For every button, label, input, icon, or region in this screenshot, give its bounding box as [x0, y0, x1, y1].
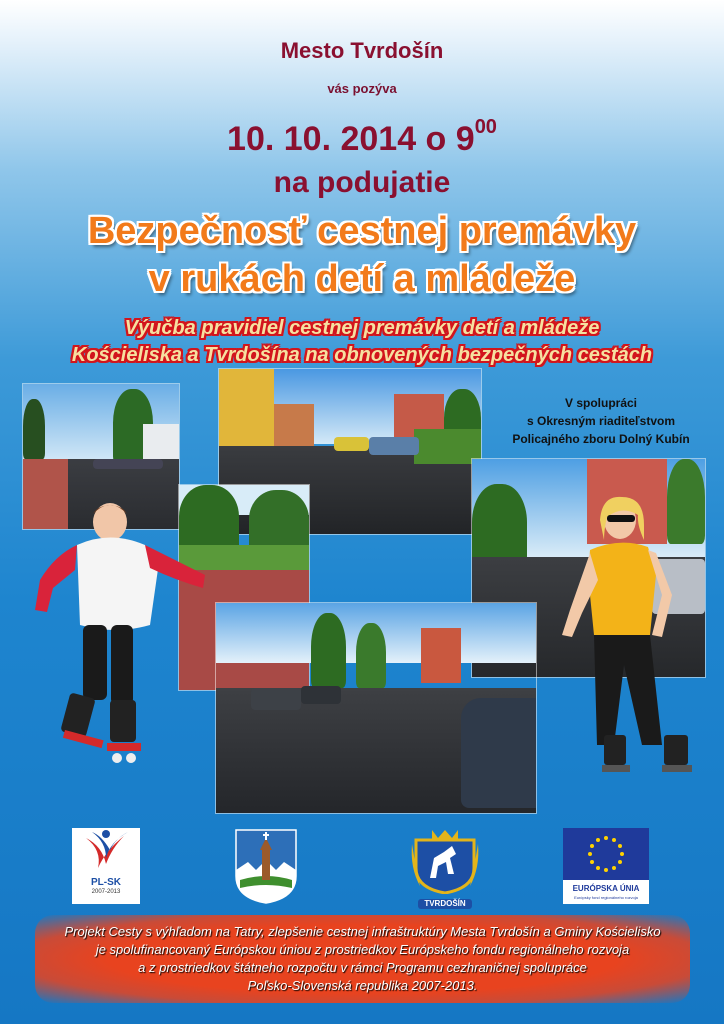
event-date-text: 10. 10. 2014 o 9	[227, 120, 475, 158]
footer-line1: Projekt Cesty s výhľadom na Tatry, zlepšenie cestnej infraštruktúry Mesta Tvrdošín a Gminy Kościelisko	[64, 924, 661, 939]
plsk-emblem-icon	[72, 828, 140, 872]
city-heading: Mesto Tvrdošín	[280, 38, 444, 63]
tvrdosin-shield-icon	[410, 828, 480, 894]
event-date	[0, 116, 724, 159]
event-time-minutes: 00	[474, 116, 497, 138]
eu-flag-icon	[563, 828, 649, 880]
subtitle-line1: Výučba pravidiel cestnej premávky detí a mládeže	[124, 317, 600, 339]
plsk-logo	[72, 828, 140, 904]
eu-logo	[563, 828, 649, 904]
koscielisko-coat-of-arms	[234, 828, 298, 904]
event-title-line1: Bezpečnosť cestnej premávky	[87, 210, 637, 252]
project-footer	[35, 915, 690, 1003]
footer-line2: je spolufinancovaný Európskou úniou z prostriedkov Európskeho fondu regionálneho rozvoja	[95, 942, 630, 957]
girl-skater-left	[25, 500, 235, 765]
woman-skater-right	[552, 495, 707, 790]
plsk-label: PL-SK	[91, 877, 121, 888]
eu-label: EURÓPSKA ÚNIA	[572, 884, 640, 893]
footer-line3: a z prostriedkov štátneho rozpočtu v rámci Programu cezhraničnej spolupráce	[138, 960, 587, 975]
cooperation-line1: V spolupráci	[564, 396, 638, 410]
event-title-line2: v rukách detí a mládeže	[148, 258, 576, 300]
photo-parking-bottom	[215, 602, 537, 814]
cooperation-line3: Policajného zboru Dolný Kubín	[512, 432, 690, 446]
invite-text: vás pozýva	[327, 81, 397, 96]
subtitle-line2: Kościeliska a Tvrdošína na obnovených bezpečných cestách	[71, 344, 653, 366]
cooperation-line2: s Okresným riaditeľstvom	[526, 414, 676, 428]
eu-sublabel: Európsky fond regionálneho rozvoja	[574, 895, 638, 900]
plsk-years: 2007-2013	[91, 889, 121, 895]
church-shield-icon	[234, 828, 298, 904]
event-intro: na podujatie	[273, 166, 451, 199]
partner-logos	[0, 828, 724, 908]
tvrdosin-coat-of-arms	[410, 828, 480, 908]
footer-line4: Poľsko-Slovenská republika 2007-2013.	[247, 978, 478, 993]
cooperation-note	[486, 394, 716, 448]
tvrdosin-label: TVRDOŠÍN	[418, 899, 472, 909]
